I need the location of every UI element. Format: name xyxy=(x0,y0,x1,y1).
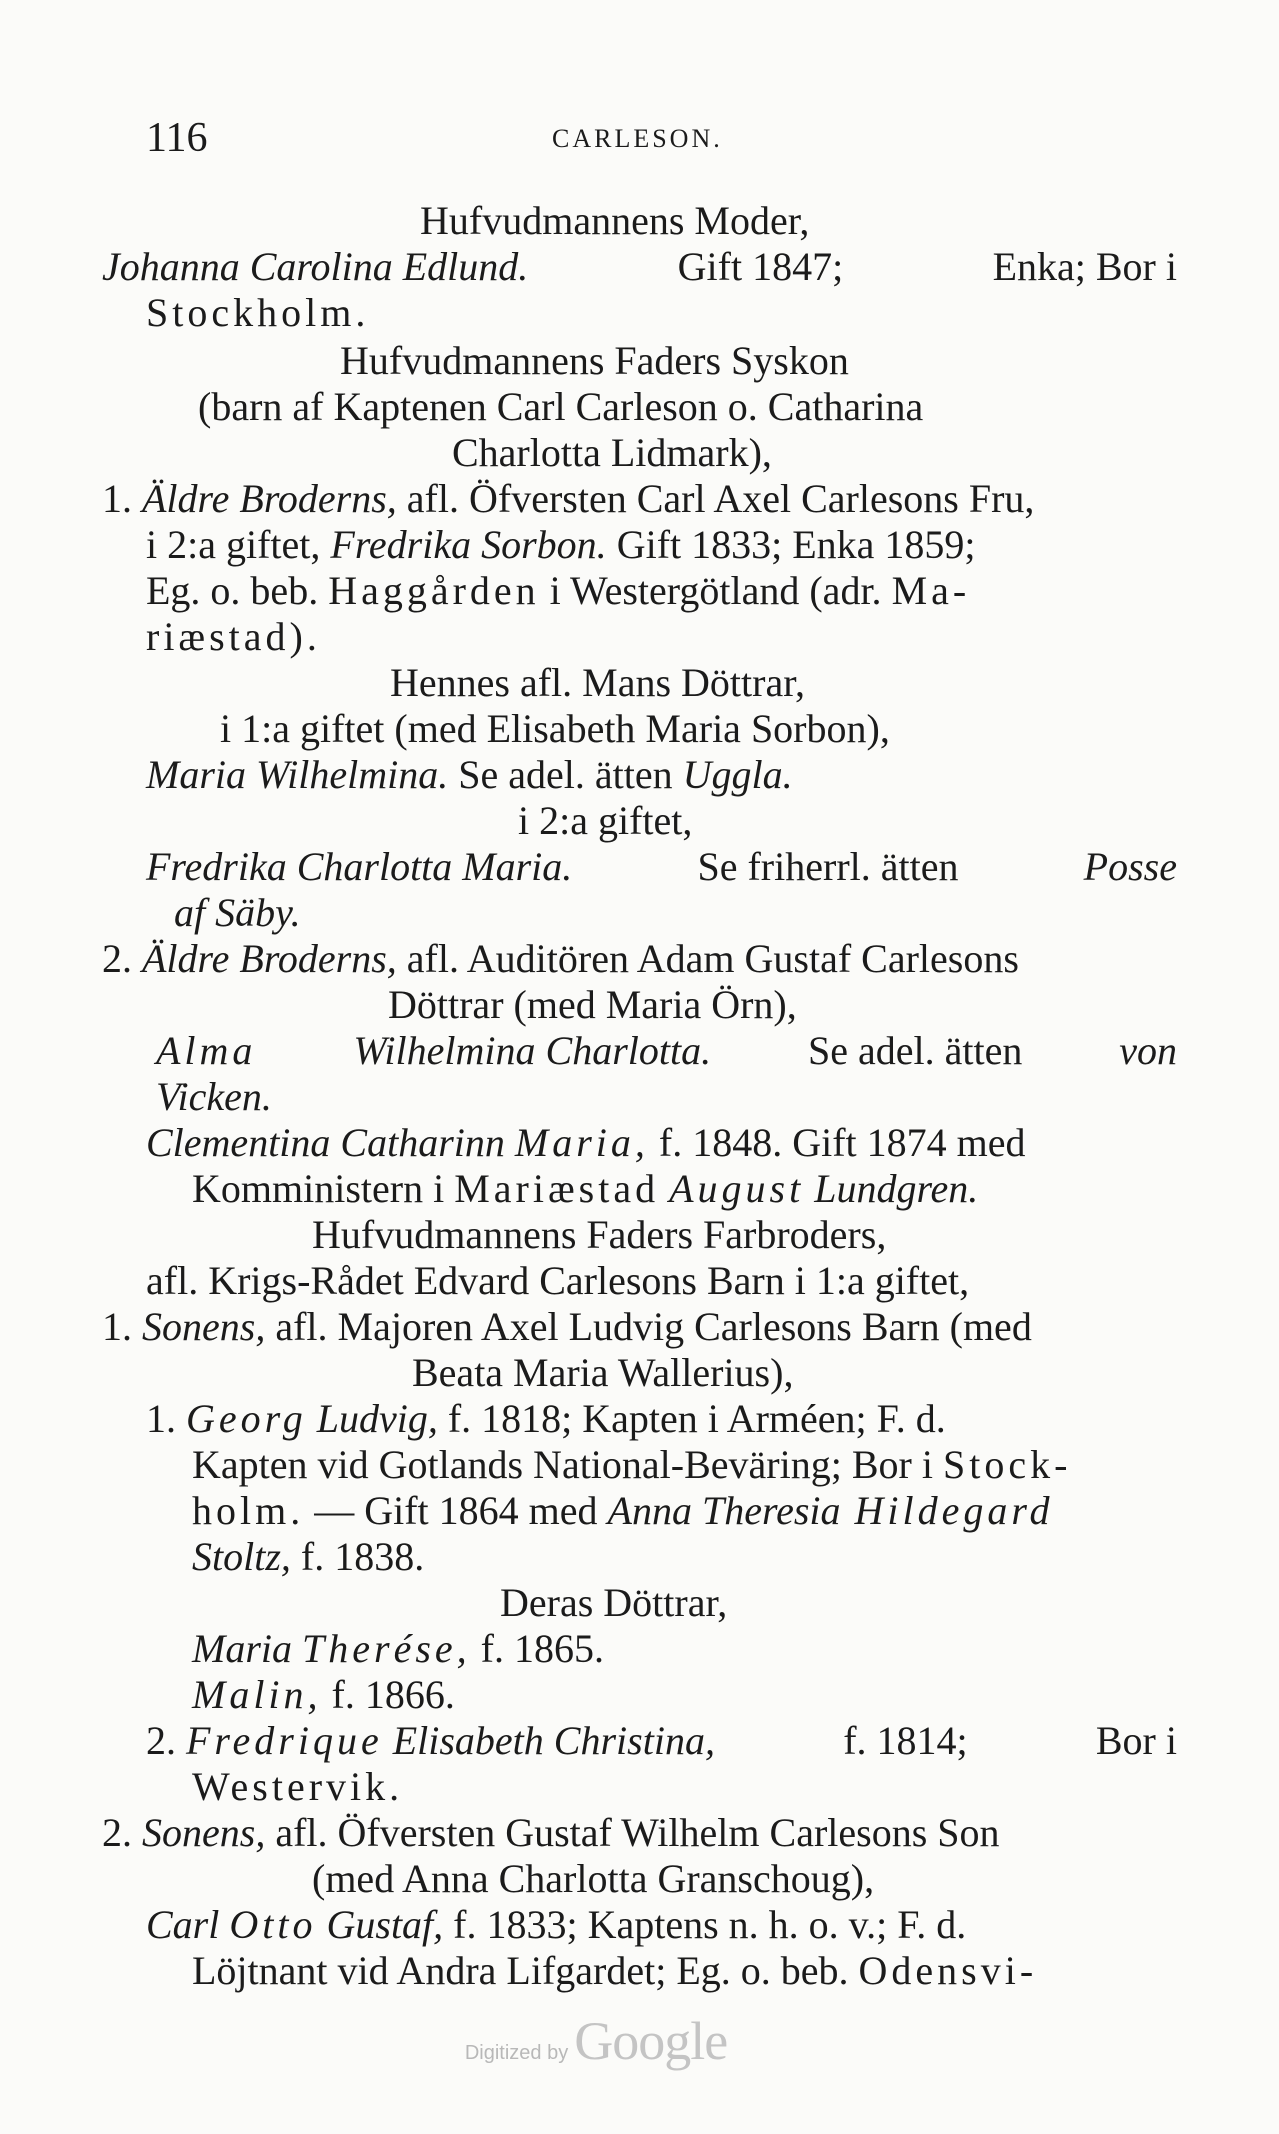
text-line: afl. Krigs-Rådet Edvard Carlesons Barn i 1:a giftet, xyxy=(146,1258,970,1303)
text-line: Alma Wilhelmina Charlotta. Se adel. ätten von xyxy=(156,1028,1177,1073)
section-heading: i 2:a giftet, xyxy=(518,798,693,843)
text-line: Eg. o. beb. Haggården i Westergötland (adr. Ma- xyxy=(146,568,971,613)
text-line: Vicken. xyxy=(156,1074,272,1119)
text-line: (med Anna Charlotta Granschoug), xyxy=(312,1856,875,1901)
google-logo-text: Google xyxy=(574,2011,728,2071)
text-line: Maria Therése, f. 1865. xyxy=(192,1626,604,1671)
running-head: CARLESON. xyxy=(552,124,723,153)
text-line: riæstad). xyxy=(146,614,321,659)
text-line: Döttrar (med Maria Örn), xyxy=(388,982,797,1027)
text-line: Maria Wilhelmina. Se adel. ätten Uggla. xyxy=(146,752,793,797)
text-line: 1. Sonens, afl. Majoren Axel Ludvig Carlesons Barn (med xyxy=(102,1304,1032,1349)
section-heading: Hufvudmannens Faders Syskon xyxy=(340,338,849,383)
text-line: i 2:a giftet, Fredrika Sorbon. Gift 1833; Enka 1859; xyxy=(146,522,976,567)
text-line: Charlotta Lidmark), xyxy=(452,430,772,475)
text-line: Kapten vid Gotlands National-Beväring; Bor i Stock- xyxy=(192,1442,1072,1487)
text-line: Malin, f. 1866. xyxy=(192,1672,455,1717)
digitized-watermark xyxy=(436,2010,756,2072)
section-heading: Hennes afl. Mans Döttrar, xyxy=(390,660,805,705)
text-line: Stockholm. xyxy=(146,290,370,335)
section-heading: Hufvudmannens Moder, xyxy=(420,198,810,243)
section-heading: Hufvudmannens Faders Farbroders, xyxy=(312,1212,887,1257)
digitized-by-text: Digitized by xyxy=(464,2042,569,2064)
text-line: af Säby. xyxy=(174,890,301,935)
text-line: Löjtnant vid Andra Lifgardet; Eg. o. beb. Odensvi- xyxy=(192,1948,1038,1993)
text-line: Westervik. xyxy=(192,1764,404,1809)
text-line: Clementina Catharinn Maria, f. 1848. Gift 1874 med xyxy=(146,1120,1026,1165)
text-line: (barn af Kaptenen Carl Carleson o. Catharina xyxy=(198,384,924,429)
text-line: holm. — Gift 1864 med Anna Theresia Hildegard xyxy=(192,1488,1054,1533)
text-line: Fredrika Charlotta Maria. Se friherrl. ätten Posse xyxy=(146,844,1177,889)
page-number: 116 xyxy=(146,115,208,161)
text-line: i 1:a giftet (med Elisabeth Maria Sorbon), xyxy=(220,706,890,751)
text-line: 2. Fredrique Elisabeth Christina, f. 1814; Bor i xyxy=(146,1718,1177,1763)
text-line: 2. Äldre Broderns, afl. Auditören Adam Gustaf Carlesons xyxy=(102,936,1019,981)
text-line: 2. Sonens, afl. Öfversten Gustaf Wilhelm Carlesons Son xyxy=(102,1810,1000,1855)
text-line: Johanna Carolina Edlund. Gift 1847; Enka; Bor i xyxy=(102,244,1177,289)
text-line: 1. Georg Ludvig, f. 1818; Kapten i Arméen; F. d. xyxy=(146,1396,946,1441)
text-line: Carl Otto Gustaf, f. 1833; Kaptens n. h. o. v.; F. d. xyxy=(146,1902,967,1947)
text-line: Komministern i Mariæstad August Lundgren. xyxy=(192,1166,979,1211)
section-heading: Deras Döttrar, xyxy=(500,1580,728,1625)
text-line: Beata Maria Wallerius), xyxy=(412,1350,794,1395)
text-line: Stoltz, f. 1838. xyxy=(192,1534,425,1579)
text-line: 1. Äldre Broderns, afl. Öfversten Carl Axel Carlesons Fru, xyxy=(102,476,1035,521)
